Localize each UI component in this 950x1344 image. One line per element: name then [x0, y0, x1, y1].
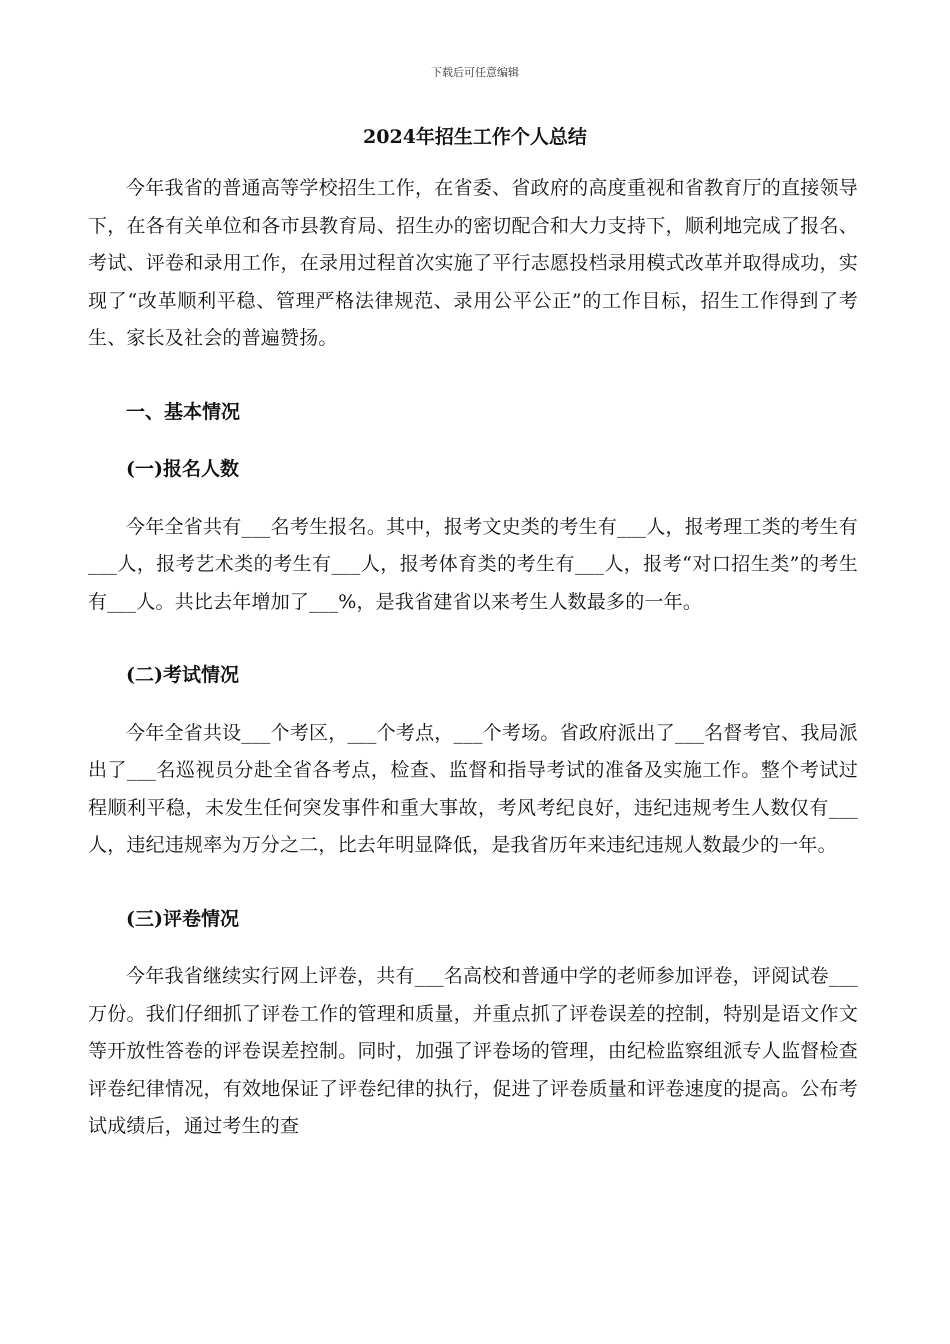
document-body [88, 170, 858, 1182]
paragraph-intro: 今年我省的普通高等学校招生工作，在省委、省政府的高度重视和省教育厅的直接领导下，在各有关单位和各市县教育局、招生办的密切配合和大力支持下，顺利地完成了报名、考试、评卷和录用工作，在录用过程首次实施了平行志愿投档录用模式改革并取得成功，实现了“改革顺利平稳、管理严格法律规范、录用公平公正”的工作目标，招生工作得到了考生、家长及社会的普遍赞扬。 [88, 177, 858, 349]
heading-grading: (三)评卷情况 [126, 907, 239, 930]
heading-exam: (二)考试情况 [126, 664, 239, 686]
paragraph-exam: 今年全省共设___个考区，___个考点，___个考场。省政府派出了___名督考官、我局派出了___名巡视员分赴全省各考点，检查、监督和指导考试的准备及实施工作。整个考试过程顺利平稳，未发生任何突发事件和重大事故，考风考纪良好，违纪违规考生人数仅有___人，违纪违规率为万分之二，比去年明显降低，是我省历年来违纪违规人数最少的一年。 [88, 721, 858, 856]
paragraph-grading: 今年我省继续实行网上评卷，共有___名高校和普通中学的老师参加评卷，评阅试卷___万份。我们仔细抓了评卷工作的管理和质量，并重点抓了评卷误差的控制，特别是语文作文等开放性答卷的评卷误差控制。同时，加强了评卷场的管理，由纪检监察组派专人监督检查评卷纪律情况，有效地保证了评卷纪律的执行，促进了评卷质量和评卷速度的提高。公布考试成绩后，通过考生的查 [88, 965, 858, 1137]
document-title: 2024年招生工作个人总结 [363, 126, 587, 148]
header-note: 下载后可任意编辑 [431, 66, 519, 79]
heading-registration: (一)报名人数 [126, 458, 239, 480]
paragraph-registration: 今年全省共有___名考生报名。其中，报考文史类的考生有___人，报考理工类的考生有___人，报考艺术类的考生有___人，报考体育类的考生有___人，报考“对口招生类”的考生有___人。共比去年增加了___%，是我省建省以来考生人数最多的一年。 [88, 515, 858, 613]
heading-basic-situation: 一、基本情况 [126, 400, 241, 423]
